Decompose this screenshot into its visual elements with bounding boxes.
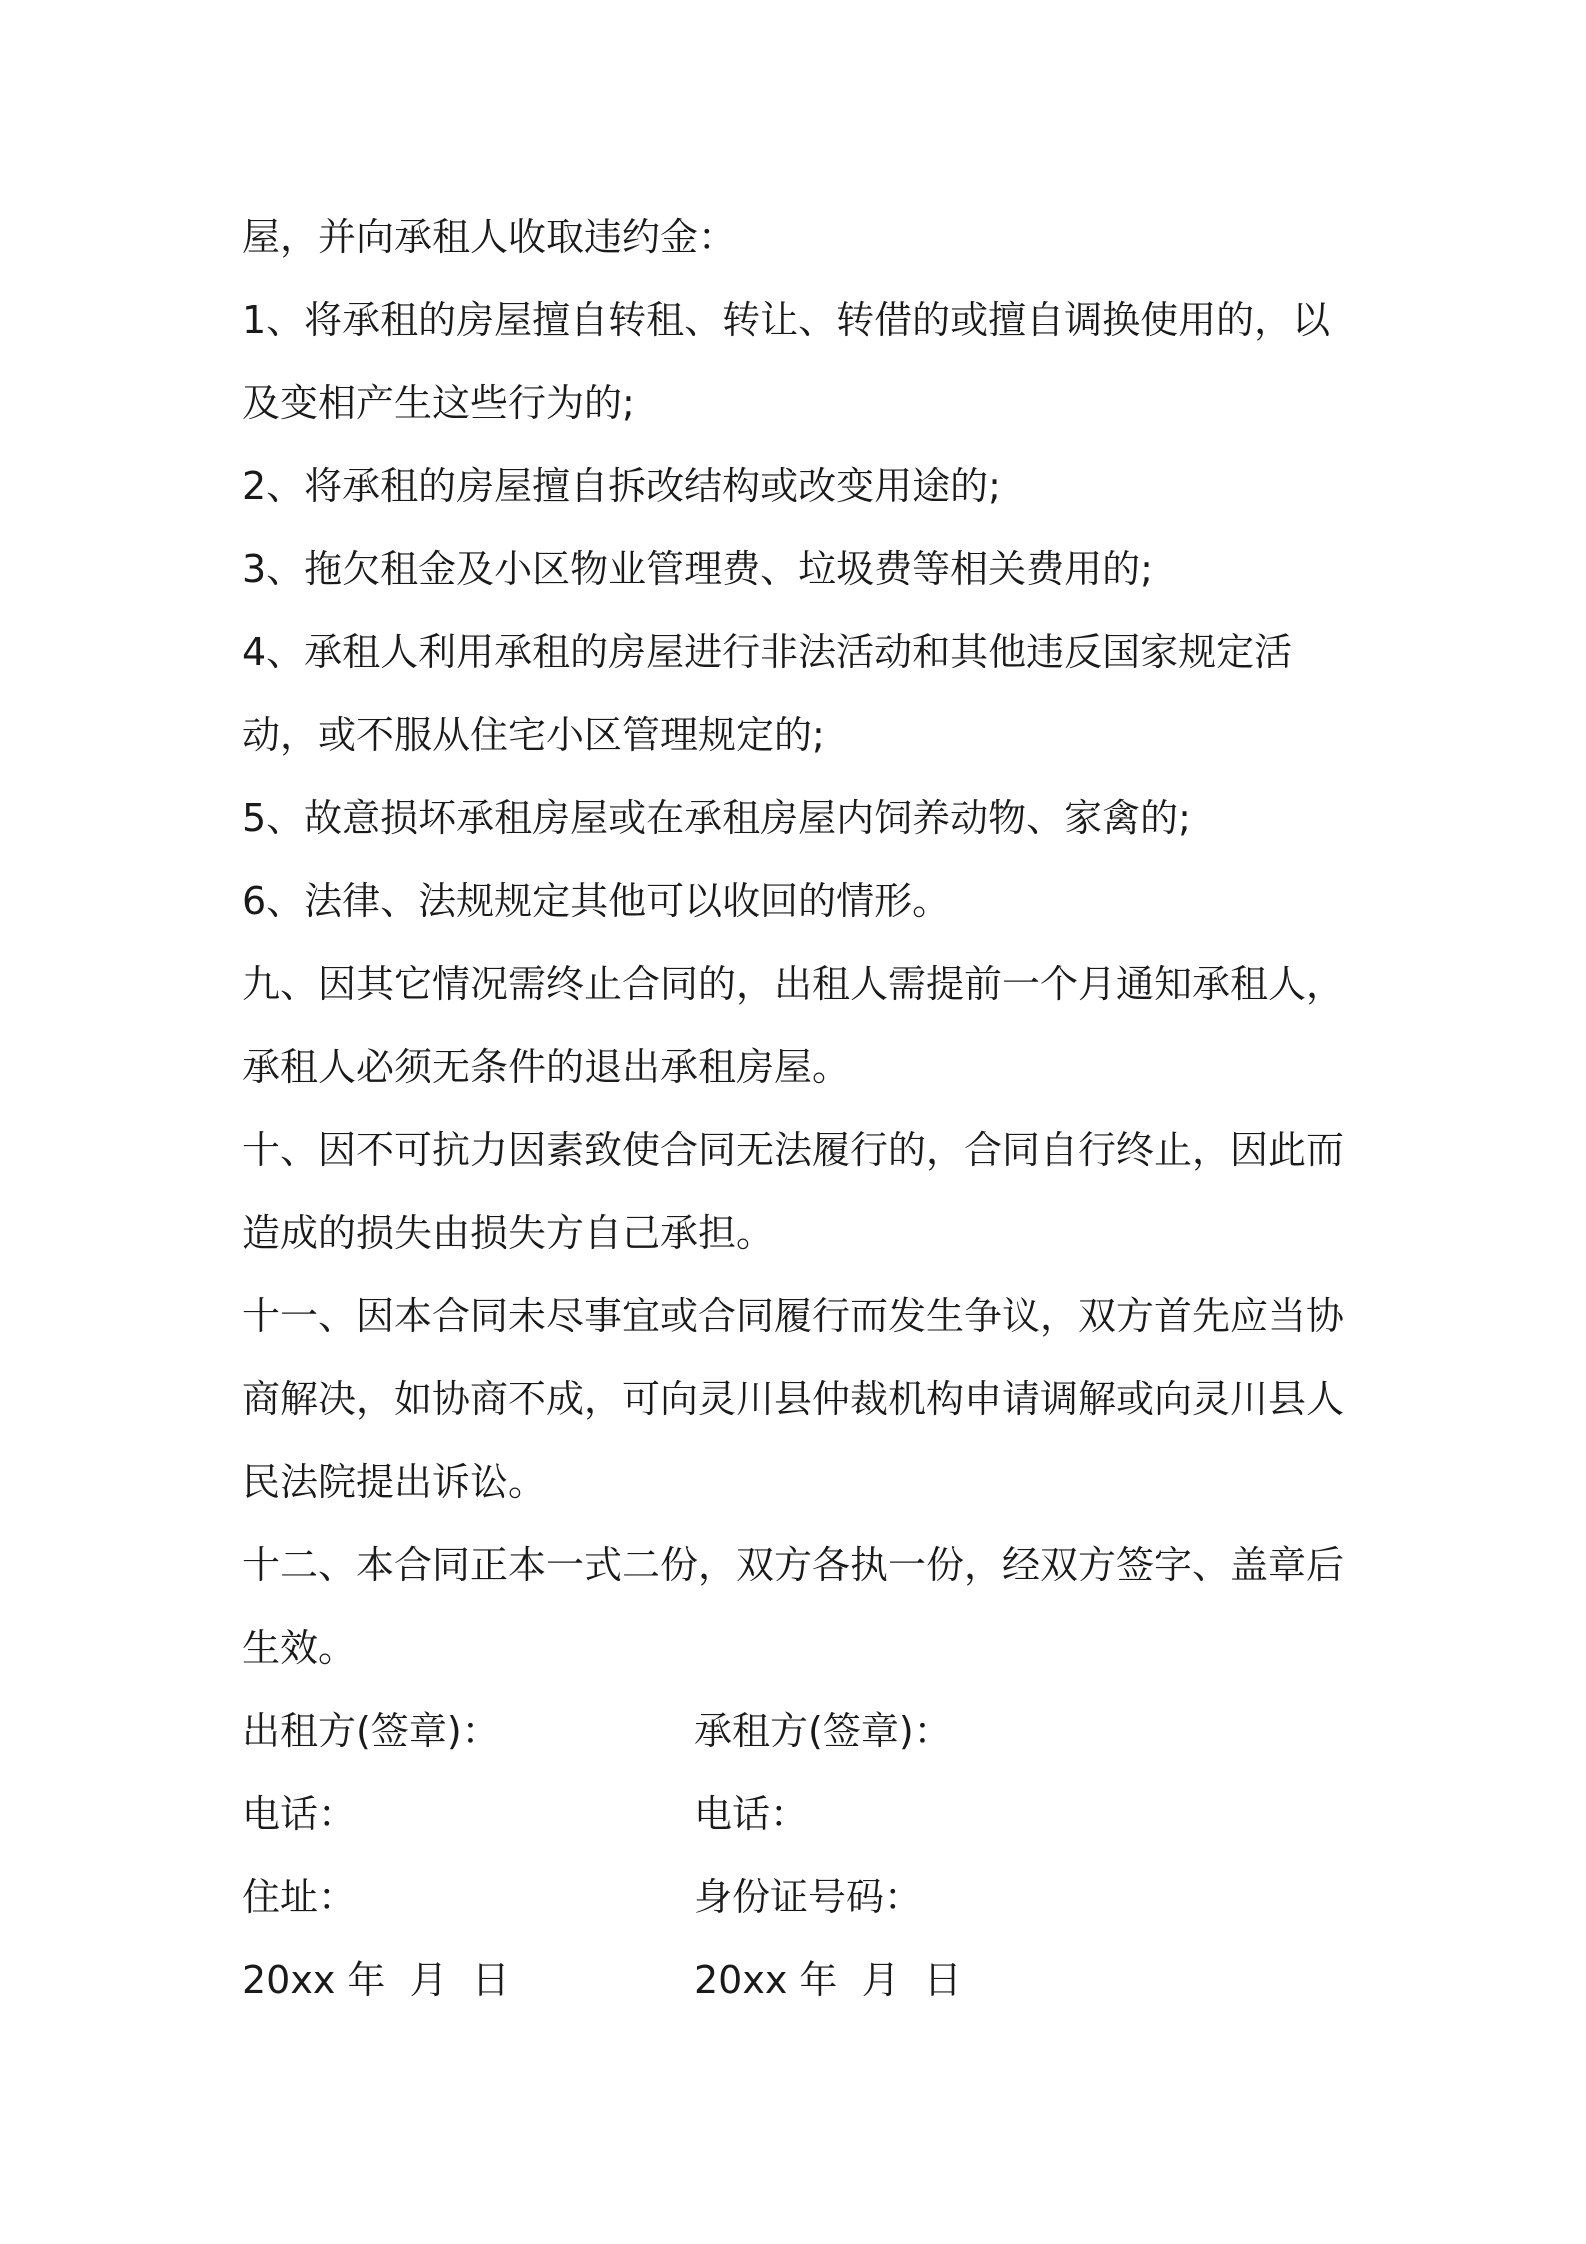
paragraph-continuation: 屋，并向承租人收取违约金： [242,215,737,259]
lessor-address-label: 住址： [242,1875,357,1919]
signature-row-date [242,1939,1360,2022]
paragraph-item-2: 2、将承租的房屋擅自拆改结构或改变用途的; [242,464,1001,508]
clause-11: 十一、因本合同未尽事宜或合同履行而发生争议，双方首先应当协商解决，如协商不成，可向灵川县仲裁机构申请调解或向灵川县人民法院提出诉讼。 [242,1294,1345,1504]
lessee-id-number-label: 身份证号码： [694,1875,923,1919]
signature-block [242,1690,1360,2022]
lessee-date-label: 20xx 年 月 日 [694,1958,962,2002]
lessee-seal-label: 承租方(签章)： [694,1709,952,1753]
paragraph-item-1: 1、将承租的房屋擅自转租、转让、转借的或擅自调换使用的，以及变相产生这些行为的; [242,298,1331,425]
paragraph-item-3: 3、拖欠租金及小区物业管理费、垃圾费等相关费用的; [242,547,1153,591]
clause-9: 九、因其它情况需终止合同的，出租人需提前一个月通知承租人，承租人必须无条件的退出承租房屋。 [242,962,1345,1089]
document-body [242,196,1360,2022]
lessor-seal-label: 出租方(签章)： [242,1709,500,1753]
clause-10: 十、因不可抗力因素致使合同无法履行的，合同自行终止，因此而造成的损失由损失方自己承担。 [242,1128,1345,1255]
paragraph-item-6: 6、法律、法规规定其他可以收回的情形。 [242,879,951,923]
lessee-phone-label: 电话： [694,1792,809,1836]
paragraph-item-5: 5、故意损坏承租房屋或在承租房屋内饲养动物、家禽的; [242,796,1191,840]
clause-12: 十二、本合同正本一式二份，双方各执一份，经双方签字、盖章后生效。 [242,1543,1345,1670]
signature-row-address [242,1856,1360,1939]
paragraph-item-4: 4、承租人利用承租的房屋进行非法活动和其他违反国家规定活动，或不服从住宅小区管理规定的; [242,630,1293,757]
lessor-phone-label: 电话： [242,1792,357,1836]
signature-row-phone [242,1773,1360,1856]
signature-row-seal [242,1690,1360,1773]
lessor-date-label: 20xx 年 月 日 [242,1958,510,2002]
